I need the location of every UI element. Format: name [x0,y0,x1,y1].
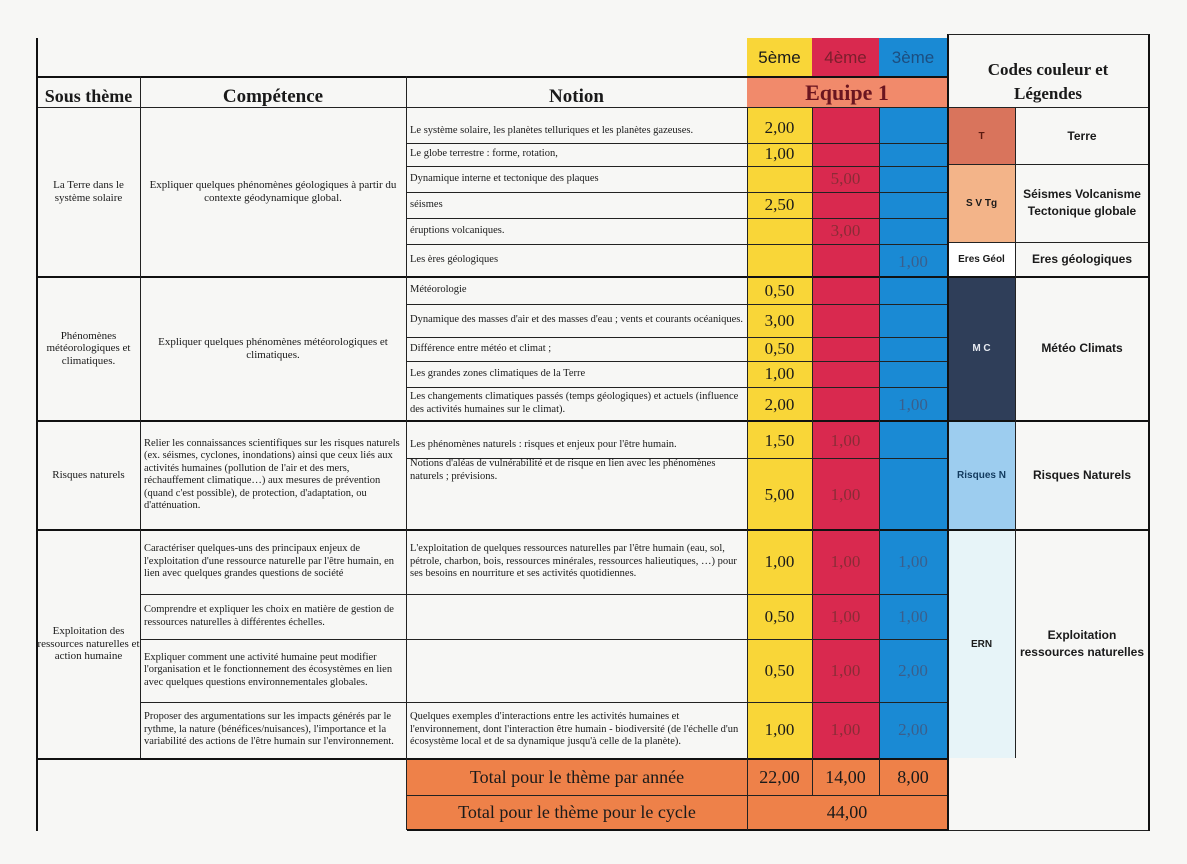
legend-code-svtg: S V Tg [965,197,998,209]
value-5eme: 0,50 [764,606,795,626]
value-5eme: 1,00 [764,552,795,571]
value-5eme: 1,00 [764,720,795,739]
value-4eme: 1,00 [830,606,861,626]
legend-label-mc: Météo Climats [1041,341,1123,355]
header-codes-couleur: Codes couleur et Légendes [987,60,1109,103]
value-4eme: 1,00 [830,552,861,571]
value-4eme: 1,00 [830,660,861,680]
value-5eme: 3,00 [764,310,795,330]
value-3eme: 1,00 [898,252,928,271]
value-4eme: 1,00 [830,720,861,739]
competence-risques: Relier les connaissances scientifiques sur les risques naturels (ex. séismes, cyclones, inondations) ainsi que ceux liés aux activités humaines (pollution de l'air et des mers, réchauffement climatique…) aux mesures de prévention (quand c'est possible), de protection, d'adaptation, ou d'atténuation. [144,437,400,511]
value-3eme: 1,00 [898,552,928,571]
header-competence: Compétence [222,86,324,107]
value-5eme: 0,50 [764,280,795,300]
total-cycle-label: Total pour le thème pour le cycle [458,802,696,823]
notion-globe: Le globe terrestre : forme, rotation, [410,148,558,160]
value-3eme: 2,00 [898,660,928,680]
value-5eme: 2,50 [764,195,795,214]
value-4eme: 1,00 [830,431,861,450]
competence-enjeux: Caractériser quelques-uns des principaux enjeux de l'exploitation d'une ressource naturelle par l'être humain, en lien avec quelques grandes questions de société [144,543,395,580]
total-3eme: 8,00 [897,766,929,787]
value-5eme: 1,00 [764,364,795,383]
total-par-annee-label: Total pour le thème par année [469,766,685,787]
competence-terre: Expliquer quelques phénomènes géologiques à partir du contexte géodynamique global. [149,179,397,204]
legend-label-risques: Risques Naturels [1032,467,1132,482]
legend-code-eres: Eres Géol [958,254,1005,265]
notion-systeme-solaire: Le système solaire, les planètes telluriques et les planètes gazeuses. [410,124,694,136]
notion-eruptions: éruptions volcaniques. [410,224,505,236]
total-5eme: 22,00 [759,766,800,787]
value-5eme: 0,50 [764,660,795,680]
legend-code-terre: T [978,130,985,142]
value-4eme: 5,00 [830,169,861,188]
value-3eme: 2,00 [898,720,928,739]
value-5eme: 2,00 [764,118,795,137]
notion-masses-air: Dynamique des masses d'air et des masses d'eau ; vents et courants océaniques. [410,314,743,326]
notion-dynamique-interne: Dynamique interne et tectonique des plaques [410,172,599,184]
notion-meteo-climat: Différence entre météo et climat ; [410,342,552,354]
value-4eme: 3,00 [830,221,861,240]
competence-argumentations: Proposer des argumentations sur les impacts générés par le rythme, la nature (bénéfices/nuisances), l'importance et la variabilité des actions de l'être humain sur l'environnement. [144,711,394,748]
header-year-5eme: 5ème [758,48,801,67]
header-equipe: Equipe 1 [805,80,889,105]
notion-phenomenes-naturels: Les phénomènes naturels : risques et enjeux pour l'être humain. [410,438,677,450]
value-5eme: 1,50 [764,431,795,450]
legend-label-ern: Exploitation ressources naturelles [1019,628,1145,659]
legend-label-svtg: Séismes Volcanisme Tectonique globale [1023,187,1141,218]
value-5eme: 2,00 [764,394,795,414]
value-3eme: 1,00 [898,394,928,414]
value-5eme: 1,00 [764,144,795,163]
notion-empty [406,639,747,702]
sous-theme-meteo: Phénomènes météorologiques et climatiques. [46,329,131,367]
notion-exploitation-ressources: L'exploitation de quelques ressources naturelles par l'être humain (eau, sol, pétrole, charbon, bois, ressources minérales, ressources halieutiques, …) pour ses besoins en nourriture et ses activités quotidiennes. [410,543,737,580]
total-4eme: 14,00 [825,766,866,787]
value-5eme: 0,50 [764,339,795,358]
header-notion: Notion [549,86,604,107]
competence-gestion: Comprendre et expliquer les choix en matière de gestion de ressources naturelles à différentes échelles. [144,604,394,628]
header-year-3eme: 3ème [891,48,935,67]
header-sous-theme: Sous thème [44,86,133,106]
notion-empty [406,594,747,639]
notion-zones-climatiques: Les grandes zones climatiques de la Terre [410,367,586,379]
sous-theme-exploitation: Exploitation des ressources naturelles et action humaine [37,625,140,663]
sous-theme-terre: La Terre dans le système solaire [53,179,124,204]
notion-interactions: Quelques exemples d'interactions entre les activités humaines et l'environnement, dont l'interaction être humain - biodiversité (de l'échelle d'un écosystème local et de sa dynamique jusqu'à celle de la planète). [410,711,739,748]
value-4eme: 1,00 [830,485,861,504]
competence-meteo: Expliquer quelques phénomènes météorologiques et climatiques. [158,336,388,361]
legend-label-eres: Eres géologiques [1031,252,1133,266]
legend-code-mc: M C [972,343,991,354]
competence-ecosystemes: Expliquer comment une activité humaine peut modifier l'organisation et le fonctionnement des écosystèmes en lien avec quelques questions environnementales globales. [144,651,393,688]
legend-code-risques: Risques N [957,469,1006,481]
notion-aleas: Notions d'aléas de vulnérabilité et de risque en lien avec les phénomènes naturels ; prévisions. [410,458,716,482]
total-cycle-value: 44,00 [826,802,868,822]
legend-code-ern: ERN [970,638,993,650]
value-5eme: 5,00 [764,485,795,504]
notion-seismes: séismes [410,198,443,210]
legend-label-terre: Terre [1067,128,1097,143]
sous-theme-risques: Risques naturels [52,468,125,481]
notion-eres: Les ères géologiques [410,253,499,265]
value-3eme: 1,00 [898,606,928,626]
notion-changements-climatiques: Les changements climatiques passés (temps géologiques) et actuels (influence des activités humaines sur le climat). [410,391,739,415]
header-year-4eme: 4ème [824,48,867,67]
notion-meteorologie: Météorologie [410,284,467,296]
